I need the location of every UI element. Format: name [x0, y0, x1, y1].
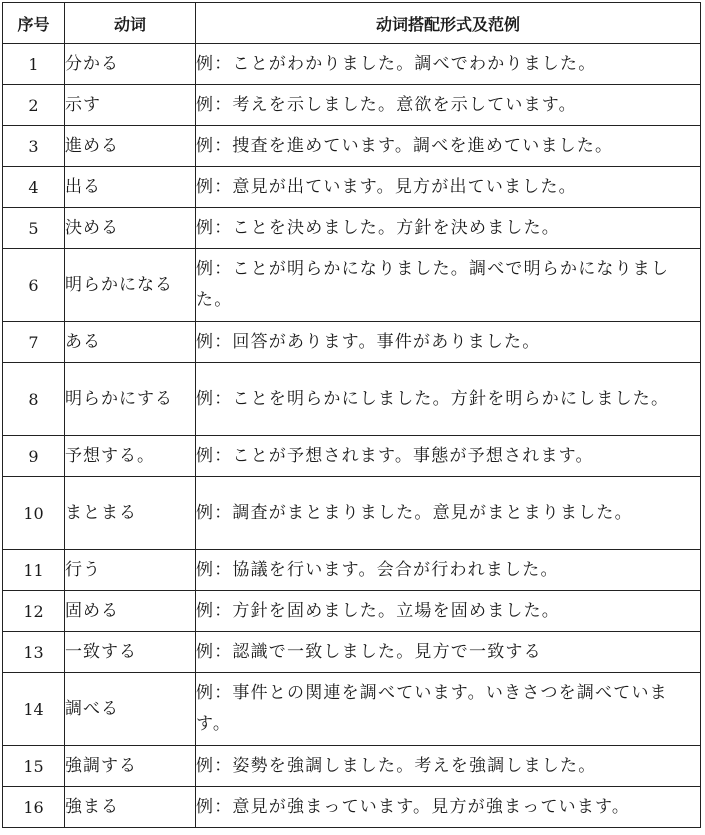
table-row	[3, 44, 701, 85]
table-row	[3, 249, 701, 322]
verb-cell: 一致する	[65, 632, 196, 673]
table-row	[3, 477, 701, 550]
row-number: 11	[3, 550, 65, 591]
verb-cell: 固める	[65, 591, 196, 632]
verb-cell: 決める	[65, 208, 196, 249]
verb-cell: 進める	[65, 126, 196, 167]
table-row	[3, 632, 701, 673]
example-cell: 例：事件との関連を調べています。いきさつを調べています。	[196, 673, 701, 746]
verb-cell: 強調する	[65, 746, 196, 787]
table-row	[3, 673, 701, 746]
row-number: 6	[3, 249, 65, 322]
table-row	[3, 363, 701, 436]
table-row	[3, 85, 701, 126]
table-row	[3, 322, 701, 363]
row-number: 16	[3, 787, 65, 828]
table-row	[3, 167, 701, 208]
example-cell: 例：回答があります。事件がありました。	[196, 322, 701, 363]
header-verb: 动词	[65, 3, 196, 44]
verb-cell: 調べる	[65, 673, 196, 746]
verb-cell: 強まる	[65, 787, 196, 828]
example-cell: 例：ことがわかりました。調べでわかりました。	[196, 44, 701, 85]
header-row	[3, 3, 701, 44]
verb-cell: 出る	[65, 167, 196, 208]
verb-collocation-table	[2, 2, 701, 828]
header-example: 动词搭配形式及范例	[196, 3, 701, 44]
row-number: 3	[3, 126, 65, 167]
verb-cell: 行う	[65, 550, 196, 591]
row-number: 13	[3, 632, 65, 673]
row-number: 1	[3, 44, 65, 85]
example-cell: 例：方針を固めました。立場を固めました。	[196, 591, 701, 632]
example-cell: 例：ことが明らかになりました。調べで明らかになりました。	[196, 249, 701, 322]
row-number: 9	[3, 436, 65, 477]
verb-cell: 予想する。	[65, 436, 196, 477]
verb-cell: 明らかになる	[65, 249, 196, 322]
example-cell: 例：考えを示しました。意欲を示しています。	[196, 85, 701, 126]
table-row	[3, 746, 701, 787]
header-no: 序号	[3, 3, 65, 44]
verb-cell: 示す	[65, 85, 196, 126]
verb-cell: 分かる	[65, 44, 196, 85]
example-cell: 例：意見が出ています。見方が出ていました。	[196, 167, 701, 208]
example-cell: 例：ことを決めました。方針を決めました。	[196, 208, 701, 249]
row-number: 7	[3, 322, 65, 363]
example-cell: 例：認識で一致しました。見方で一致する	[196, 632, 701, 673]
example-cell: 例：ことを明らかにしました。方針を明らかにしました。	[196, 363, 701, 436]
row-number: 14	[3, 673, 65, 746]
example-cell: 例：協議を行います。会合が行われました。	[196, 550, 701, 591]
verb-cell: ある	[65, 322, 196, 363]
row-number: 8	[3, 363, 65, 436]
table-row	[3, 126, 701, 167]
table-row	[3, 787, 701, 828]
table-row	[3, 591, 701, 632]
row-number: 4	[3, 167, 65, 208]
row-number: 5	[3, 208, 65, 249]
example-cell: 例：捜査を進めています。調べを進めていました。	[196, 126, 701, 167]
table-row	[3, 208, 701, 249]
table-row	[3, 436, 701, 477]
row-number: 15	[3, 746, 65, 787]
verb-cell: まとまる	[65, 477, 196, 550]
example-cell: 例：調査がまとまりました。意見がまとまりました。	[196, 477, 701, 550]
example-cell: 例：ことが予想されます。事態が予想されます。	[196, 436, 701, 477]
row-number: 10	[3, 477, 65, 550]
example-cell: 例：姿勢を強調しました。考えを強調しました。	[196, 746, 701, 787]
table-row	[3, 550, 701, 591]
example-cell: 例：意見が強まっています。見方が強まっています。	[196, 787, 701, 828]
row-number: 12	[3, 591, 65, 632]
verb-cell: 明らかにする	[65, 363, 196, 436]
row-number: 2	[3, 85, 65, 126]
